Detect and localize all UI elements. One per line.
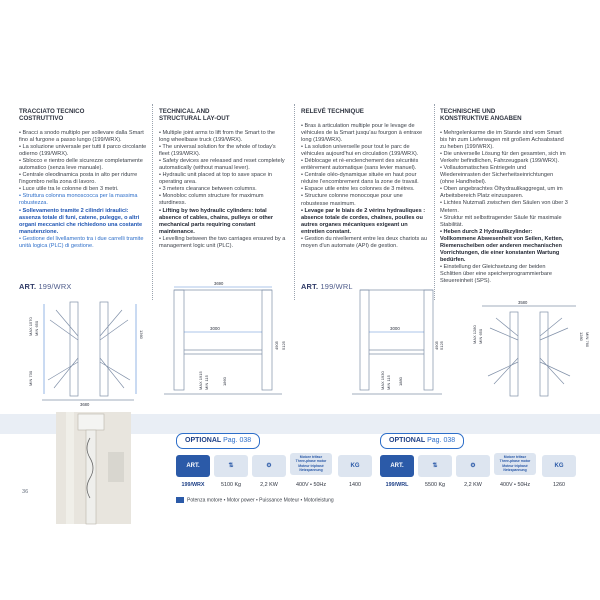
column-heading: RELEVÉ TECHNIQUE <box>301 108 364 115</box>
bullet-paragraph: • Levage par le biais de 2 vérins hydrauliques : absence totale de cordes, chaînes, poulies ou autres organes mécaniques exigeant un entretien constant. <box>301 207 426 235</box>
bullet-paragraph: • 3 meters clearance between columns. <box>159 186 257 193</box>
motor-icon: Motore trifase Three-phase motor Moteur triphasé Netzspannung <box>290 453 332 475</box>
bullet-paragraph: • Safety devices are released and reset completely automatically (without manual lever). <box>159 158 285 172</box>
column-heading: TRACCIATO TECNICO COSTRUTTIVO <box>19 108 85 122</box>
table-cell: 5100 Kg <box>220 482 242 488</box>
bullet-paragraph: • Oben angebrachtes Ölhydraulikaggregat, um im Arbeitsbereich Platz einzusparen. <box>440 186 563 200</box>
top-view-drawing-wrl <box>470 296 590 406</box>
dim-label: MAX 1930 <box>380 371 385 390</box>
column-body <box>301 123 429 250</box>
product-photo <box>56 412 131 524</box>
legend: Potenza motore • Motor power • Puissance Moteur • Motorleistung <box>176 497 334 503</box>
lift-icon: ⇅ <box>418 455 452 477</box>
dim-label: MIN 760 <box>585 332 590 348</box>
art-chip: ART. <box>380 455 414 477</box>
bullet-paragraph: • Espace utile entre les colonnes de 3 mètres. <box>301 186 415 193</box>
motor-icon: Motore trifase Three-phase motor Moteur triphasé Netzspannung <box>494 453 536 475</box>
bullet-paragraph: • Sblocco e rientro delle sicurezze completamente automatico (senza leve manuale). <box>19 158 143 172</box>
lift-icon: ⇅ <box>214 455 248 477</box>
dim-label: 4905 <box>434 341 439 350</box>
bullet-paragraph: • Struttura colonna monoscocca per la massima robustezza. <box>19 193 138 207</box>
column-italian <box>19 108 147 250</box>
table-cell: 199/WRL <box>385 482 409 488</box>
bullet-paragraph: • Bras à articulation multiple pour le levage de véhicules de la Smart jusqu'au fourgon à entraxe long (199/WRX). <box>301 123 423 144</box>
gear-icon: ⚙ <box>456 455 490 477</box>
bullet-paragraph: • Sollevamento tramite 2 cilindri idraulici: assenza totale di funi, catene, pulegge, o altri organi meccanici che richiedono una costante manutenzione. <box>19 207 143 235</box>
column-body <box>159 130 287 250</box>
bullet-paragraph: • Lichtes Nutzmaß zwischen den Säulen von über 3 Metern. <box>440 200 568 214</box>
bullet-paragraph: • La soluzione universale per tutti il parco circolante odierno (199/WRX). <box>19 144 147 158</box>
optional-badge[interactable]: OPTIONAL Pag. 038 <box>380 433 464 449</box>
table-cell: 2,2 KW <box>260 482 278 488</box>
bullet-paragraph: • Centrale oleodinamica posta in alto per ridurre l'ingombro nella zona di lavoro. <box>19 172 138 186</box>
column-english <box>159 108 287 250</box>
dim-label: 5125 <box>281 341 286 350</box>
page-number: 36 <box>22 489 29 495</box>
weight-icon: KG <box>338 455 372 477</box>
column-french <box>301 108 429 250</box>
column-divider <box>152 104 153 300</box>
weight-icon: KG <box>542 455 576 477</box>
gear-icon: ⚙ <box>252 455 286 477</box>
bullet-paragraph: • Gestione del livellamento tra i due carrelli tramite unità logica (PLC) di gestione. <box>19 235 144 249</box>
dim-label: MAX 1570 <box>28 317 33 336</box>
dim-label: 1880 <box>398 377 403 386</box>
bullet-paragraph: • Struktur mit selbsttragender Säule für maximale Stabilität. <box>440 214 562 228</box>
table-cell: 1400 <box>349 482 361 488</box>
column-body <box>19 130 147 250</box>
dim-label: MIN 650 <box>478 328 483 344</box>
bullet-paragraph: • Hydraulic unit placed at top to save space in operating area. <box>159 172 272 186</box>
dim-label: 1280 <box>579 332 584 341</box>
column-german <box>440 108 568 285</box>
bullet-paragraph: • Structure colonne monocoque pour une robustesse maximum. <box>301 193 403 207</box>
dim-label: 1860 <box>222 377 227 386</box>
dim-label: 3680 <box>80 402 90 407</box>
model-label-wrx: ART. 199/WRX <box>19 282 72 291</box>
bullet-paragraph: • Centrale oléo-dynamique située en haut pour réduire l'encombrement dans la zone de travail. <box>301 172 419 186</box>
table-cell: 199/WRX <box>181 482 205 488</box>
optional-badge[interactable]: OPTIONAL Pag. 038 <box>176 433 260 449</box>
table-cell: 2,2 KW <box>464 482 482 488</box>
column-heading: TECHNICAL AND STRUCTURAL LAY-OUT <box>159 108 230 122</box>
table-cell: 5500 Kg <box>424 482 446 488</box>
power-icon <box>176 497 184 503</box>
bullet-paragraph: • Einstellung der Gleichsetzung der beiden Schlitten über eine speicherprogrammierbare Steuereinheit (SPS). <box>440 263 552 284</box>
dim-label: MAX 1915 <box>198 371 203 390</box>
bullet-paragraph: • La solution universelle pour tout le parc de véhicules aujourd'hui en circulation (199/WRX). <box>301 144 419 158</box>
table-cell: 400V • 50Hz <box>295 482 327 488</box>
table-cell: 1260 <box>553 482 565 488</box>
dim-label: MIN 115 <box>386 375 391 390</box>
dim-label: 3690 <box>214 281 224 286</box>
model-label-wrl: ART. 199/WRL <box>301 282 353 291</box>
dim-label: MAX 1280 <box>472 325 477 344</box>
dim-label: 1360 <box>139 330 144 339</box>
front-view-drawing-wrx <box>162 281 290 402</box>
table-cell: 400V • 50Hz <box>499 482 531 488</box>
column-divider <box>434 104 435 300</box>
front-view-drawing-wrl <box>352 286 444 402</box>
dim-label: MIN 115 <box>204 375 209 390</box>
dim-label: 3000 <box>210 326 220 331</box>
bullet-paragraph: • Monobloc column structure for maximum sturdiness. <box>159 193 264 207</box>
bullet-paragraph: • Multiple joint arms to lift from the Smart to the long wheelbase truck (199/WRX). <box>159 130 276 144</box>
column-divider <box>294 104 295 300</box>
dim-label: MIN 730 <box>28 370 33 386</box>
column-body <box>440 130 568 285</box>
column-heading: TECHNISCHE UND KONSTRUKTIVE ANGABEN <box>440 108 522 122</box>
bullet-paragraph: • Heben durch 2 Hydraulikzylinder: Vollkommene Abwesenheit von Seilen, Ketten, Riemenscheiben oder anderen mechanischen Vorrichtungen, die einer konstanten Wartung bedürfen. <box>440 228 564 263</box>
bullet-paragraph: • Lifting by two hydraulic cylinders: total absence of cables, chains, pulleys or other mechanical parts requiring constant maintenance. <box>159 207 274 235</box>
top-view-drawing-wrx <box>26 296 146 406</box>
art-chip: ART. <box>176 455 210 477</box>
bullet-paragraph: • Luce utile tra le colonne di ben 3 metri. <box>19 186 119 193</box>
bullet-paragraph: • The universal solution for the whole of today's fleet (199/WRX). <box>159 144 276 158</box>
bullet-paragraph: • Levelling between the two carriages ensured by a management logic unit (PLC). <box>159 235 286 249</box>
dim-label: 4905 <box>274 341 279 350</box>
bullet-paragraph: • Vollautomatisches Entriegeln und Wiedereinrasten der Sicherheitseinrichtungen (ohne Handhebel). <box>440 165 554 186</box>
dim-label: MIN 650 <box>34 320 39 336</box>
bullet-paragraph: • Mehrgelenkarme die im Stande sind vom Smart bis hin zum Lieferwagen mit großem Achsabstand zu heben (199/WRX). <box>440 130 564 151</box>
bullet-paragraph: • Bracci a snodo multiplo per sollevare dalla Smart fino al furgone a passo lungo (199/WRX). <box>19 130 144 144</box>
bullet-paragraph: • Gestion du nivellement entre les deux chariots au moyen d'un automate (API) de gestion. <box>301 235 428 249</box>
bullet-paragraph: • Déblocage et ré-enclenchement des sécurités entièrement automatique (sans levier manuel). <box>301 158 419 172</box>
bullet-paragraph: • Die universelle Lösung für den gesamten, sich im Verkehr befindlichen, Fahrzeugpark (199/WRX). <box>440 151 566 165</box>
dim-label: 3580 <box>518 300 528 305</box>
dim-label: 3000 <box>390 326 400 331</box>
dim-label: 5125 <box>439 341 444 350</box>
